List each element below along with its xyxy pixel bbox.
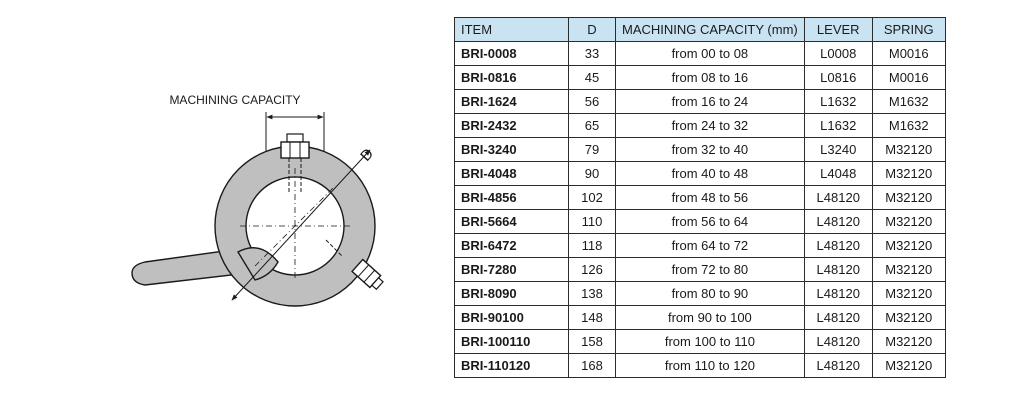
table-row xyxy=(455,210,946,234)
table-row xyxy=(455,138,946,162)
cell-capacity: from 40 to 48 xyxy=(616,162,805,186)
cell-capacity: from 64 to 72 xyxy=(616,234,805,258)
cell-lever: L4048 xyxy=(804,162,872,186)
cell-lever: L48120 xyxy=(804,258,872,282)
table-row xyxy=(455,234,946,258)
cell-spring: M32120 xyxy=(872,354,945,378)
cell-capacity: from 00 to 08 xyxy=(616,42,805,66)
cell-d: 118 xyxy=(569,234,616,258)
table-row xyxy=(455,114,946,138)
cell-d: 110 xyxy=(569,210,616,234)
cell-spring: M32120 xyxy=(872,258,945,282)
cell-spring: M32120 xyxy=(872,234,945,258)
cell-d: 56 xyxy=(569,90,616,114)
cell-lever: L48120 xyxy=(804,234,872,258)
cell-spring: M32120 xyxy=(872,330,945,354)
cell-d: 168 xyxy=(569,354,616,378)
table-row xyxy=(455,66,946,90)
machining-capacity-label: MACHINING CAPACITY xyxy=(169,93,301,107)
table-row xyxy=(455,330,946,354)
table-body xyxy=(455,42,946,378)
table-row xyxy=(455,354,946,378)
cell-item: BRI-5664 xyxy=(455,210,569,234)
diameter-label: D xyxy=(357,145,378,165)
table-row xyxy=(455,162,946,186)
cell-d: 90 xyxy=(569,162,616,186)
cell-capacity: from 48 to 56 xyxy=(616,186,805,210)
cell-spring: M32120 xyxy=(872,306,945,330)
cell-spring: M1632 xyxy=(872,114,945,138)
cell-item: BRI-4048 xyxy=(455,162,569,186)
cell-lever: L48120 xyxy=(804,306,872,330)
cell-spring: M1632 xyxy=(872,90,945,114)
specification-table xyxy=(454,17,946,378)
cell-capacity: from 90 to 100 xyxy=(616,306,805,330)
cell-d: 126 xyxy=(569,258,616,282)
cell-d: 45 xyxy=(569,66,616,90)
cell-spring: M32120 xyxy=(872,186,945,210)
cell-capacity: from 100 to 110 xyxy=(616,330,805,354)
cell-item: BRI-1624 xyxy=(455,90,569,114)
cell-lever: L1632 xyxy=(804,114,872,138)
cell-item: BRI-100110 xyxy=(455,330,569,354)
cell-item: BRI-0816 xyxy=(455,66,569,90)
cell-capacity: from 32 to 40 xyxy=(616,138,805,162)
cell-d: 102 xyxy=(569,186,616,210)
table-row xyxy=(455,90,946,114)
cell-spring: M0016 xyxy=(872,42,945,66)
header-lever: LEVER xyxy=(804,18,872,42)
cell-spring: M32120 xyxy=(872,282,945,306)
cell-capacity: from 24 to 32 xyxy=(616,114,805,138)
cell-lever: L48120 xyxy=(804,354,872,378)
table-row xyxy=(455,306,946,330)
cell-lever: L48120 xyxy=(804,210,872,234)
cell-capacity: from 08 to 16 xyxy=(616,66,805,90)
cell-item: BRI-110120 xyxy=(455,354,569,378)
cell-lever: L0008 xyxy=(804,42,872,66)
header-capacity: MACHINING CAPACITY (mm) xyxy=(616,18,805,42)
cell-spring: M32120 xyxy=(872,138,945,162)
header-item: ITEM xyxy=(455,18,569,42)
cell-capacity: from 56 to 64 xyxy=(616,210,805,234)
cell-item: BRI-4856 xyxy=(455,186,569,210)
cell-item: BRI-90100 xyxy=(455,306,569,330)
cell-d: 158 xyxy=(569,330,616,354)
table-row xyxy=(455,282,946,306)
cell-item: BRI-6472 xyxy=(455,234,569,258)
cell-spring: M32120 xyxy=(872,210,945,234)
table-row xyxy=(455,258,946,282)
cell-lever: L1632 xyxy=(804,90,872,114)
cell-item: BRI-3240 xyxy=(455,138,569,162)
cell-d: 138 xyxy=(569,282,616,306)
cell-item: BRI-7280 xyxy=(455,258,569,282)
cell-item: BRI-2432 xyxy=(455,114,569,138)
table-row xyxy=(455,42,946,66)
cell-d: 65 xyxy=(569,114,616,138)
cell-capacity: from 72 to 80 xyxy=(616,258,805,282)
cell-lever: L48120 xyxy=(804,282,872,306)
cell-spring: M0016 xyxy=(872,66,945,90)
cell-d: 33 xyxy=(569,42,616,66)
table-row xyxy=(455,186,946,210)
cell-item: BRI-0008 xyxy=(455,42,569,66)
cell-lever: L48120 xyxy=(804,330,872,354)
cell-capacity: from 16 to 24 xyxy=(616,90,805,114)
cell-d: 148 xyxy=(569,306,616,330)
cell-capacity: from 110 to 120 xyxy=(616,354,805,378)
header-spring: SPRING xyxy=(872,18,945,42)
header-d: D xyxy=(569,18,616,42)
cell-d: 79 xyxy=(569,138,616,162)
cell-lever: L3240 xyxy=(804,138,872,162)
ring-lever-drawing xyxy=(120,80,420,320)
cell-lever: L48120 xyxy=(804,186,872,210)
table-header-row xyxy=(455,18,946,42)
cell-spring: M32120 xyxy=(872,162,945,186)
cell-lever: L0816 xyxy=(804,66,872,90)
cell-capacity: from 80 to 90 xyxy=(616,282,805,306)
cell-item: BRI-8090 xyxy=(455,282,569,306)
